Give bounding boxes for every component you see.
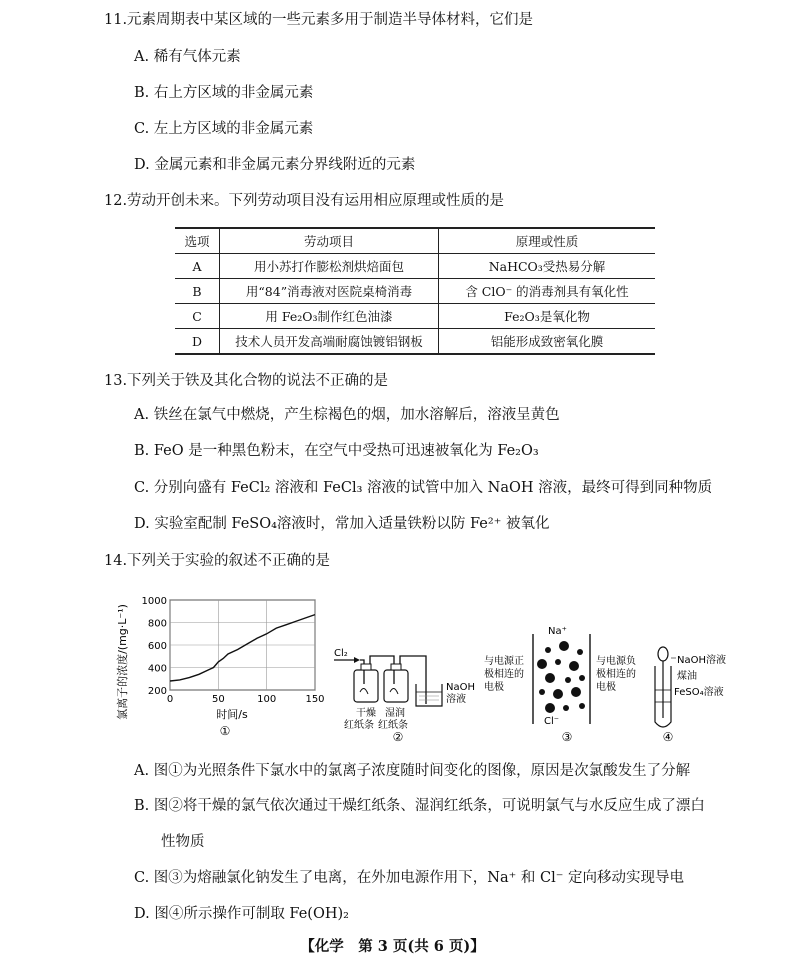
- q14-option-c: C. 图③为熔融氯化钠发生了电离，在外加电源作用下，Na⁺ 和 Cl⁻ 定向移动实现导电: [134, 870, 684, 886]
- chart-x-tick-label: 50: [211, 694, 225, 705]
- anode-label-2: 极相连的: [484, 669, 524, 680]
- q12-table: [175, 227, 655, 355]
- table-header: 劳动项目: [220, 228, 439, 254]
- table-cell: 用 Fe₂O₃制作红色油漆: [220, 304, 439, 329]
- anode-label-1: 与电源正: [484, 656, 524, 667]
- table-header-row: [175, 228, 655, 254]
- table-cell: D: [175, 329, 220, 355]
- kerosene-label: 煤油: [677, 671, 697, 682]
- table-row: [175, 279, 655, 304]
- chart-x-tick-label: 150: [305, 694, 325, 705]
- wet-paper-label: 红纸条: [378, 720, 408, 731]
- naoh-beaker: [416, 684, 442, 706]
- chart-x-tick-label: 0: [166, 694, 174, 705]
- table-cell: 含 ClO⁻ 的消毒剂具有氧化性: [439, 279, 656, 304]
- naoh-solution-label: 溶液: [446, 694, 466, 705]
- wet-bottle: [384, 670, 408, 702]
- table-row: [175, 304, 655, 329]
- q14-option-b: B. 图②将干燥的氯气依次通过干燥红纸条、湿润红纸条，可说明氯气与水反应生成了漂白: [134, 798, 705, 814]
- q13-option-c: C. 分别向盛有 FeCl₂ 溶液和 FeCl₃ 溶液的试管中加入 NaOH 溶液，最终可得到同种物质: [134, 480, 713, 496]
- dry-bottle: [354, 670, 378, 702]
- q13-stem: 13.下列关于铁及其化合物的说法不正确的是: [104, 373, 389, 389]
- table-header: 原理或性质: [439, 228, 656, 254]
- q13-option-d: D. 实验室配制 FeSO₄溶液时，常加入适量铁粉以防 Fe²⁺ 被氧化: [134, 516, 550, 532]
- table-cell: C: [175, 304, 220, 329]
- q11-stem: 11.元素周期表中某区域的一些元素多用于制造半导体材料，它们是: [104, 12, 534, 28]
- naoh-label: NaOH: [446, 682, 475, 693]
- figure-2-apparatus: [330, 640, 480, 742]
- table-cell: Fe₂O₃是氧化物: [439, 304, 656, 329]
- figure-3-ions: [482, 620, 652, 742]
- q13-option-b: B. FeO 是一种黑色粉末，在空气中受热可迅速被氧化为 Fe₂O₃: [134, 443, 539, 459]
- dry-paper-label: 红纸条: [344, 720, 374, 731]
- dry-label: 干燥: [356, 708, 376, 719]
- q14-option-d: D. 图④所示操作可制取 Fe(OH)₂: [134, 906, 349, 922]
- chart-y-label: 氯离子的浓度/(mg·L⁻¹): [116, 604, 129, 720]
- table-cell: NaHCO₃受热易分解: [439, 254, 656, 279]
- table-cell: 用小苏打作膨松剂烘焙面包: [220, 254, 439, 279]
- chart-x-label: 时间/s: [216, 708, 248, 721]
- q11-option-d: D. 金属元素和非金属元素分界线附近的元素: [134, 157, 416, 173]
- chart-x-tick-label: 100: [257, 694, 277, 705]
- chart-y-tick-label: 600: [147, 641, 167, 652]
- chart-y-tick-label: 800: [147, 618, 167, 630]
- table-cell: 用“84”消毒液对医院桌椅消毒: [220, 279, 439, 304]
- arrow-icon: [354, 657, 360, 663]
- figure-2-number: ②: [392, 730, 404, 742]
- figure-4-number: ④: [662, 730, 674, 742]
- chart-y-tick-label: 1000: [141, 596, 167, 607]
- naoh-solution-label: NaOH溶液: [677, 655, 726, 666]
- q14-option-a: A. 图①为光照条件下氯水中的氯离子浓度随时间变化的图像，原因是次氯酸发生了分解: [134, 763, 691, 779]
- ion-dots: [537, 641, 585, 713]
- q11-option-a: A. 稀有气体元素: [134, 49, 241, 65]
- figure-4-test-tube: [650, 646, 740, 742]
- q12-stem: 12.劳动开创未来。下列劳动项目没有运用相应原理或性质的是: [104, 193, 505, 209]
- anode-label-3: 电极: [484, 682, 504, 693]
- table-cell: B: [175, 279, 220, 304]
- chart-y-tick-label: 400: [147, 663, 167, 675]
- dropper-bulb: [658, 647, 668, 661]
- q11-option-b: B. 右上方区域的非金属元素: [134, 85, 314, 101]
- cathode-label-2: 极相连的: [596, 669, 636, 680]
- chart-y-tick-label: 200: [147, 686, 167, 697]
- wet-label: 湿润: [385, 708, 405, 719]
- cathode-label-1: 与电源负: [596, 656, 636, 667]
- cl2-label: Cl₂: [334, 648, 348, 659]
- na-ion-label: Na⁺: [548, 626, 567, 637]
- q14-stem: 14.下列关于实验的叙述不正确的是: [104, 553, 331, 569]
- q11-option-c: C. 左上方区域的非金属元素: [134, 121, 314, 137]
- chart-y-ticks: [142, 596, 167, 697]
- figure-1-chart: [110, 592, 325, 742]
- cl-ion-label: Cl⁻: [544, 716, 560, 727]
- table-cell: 铝能形成致密氧化膜: [439, 329, 656, 355]
- page-footer: 【化学 第 3 页(共 6 页)】: [300, 938, 485, 955]
- chart-x-ticks: [167, 694, 325, 705]
- table-row: [175, 329, 655, 355]
- figure-3-number: ③: [561, 730, 573, 742]
- table-cell: A: [175, 254, 220, 279]
- figure-1-number: ①: [219, 724, 231, 738]
- feso4-label: FeSO₄溶液: [674, 687, 724, 698]
- chart-series-line: [170, 615, 315, 681]
- table-row: [175, 254, 655, 279]
- q14-option-b-cont: 性物质: [161, 834, 205, 850]
- table-cell: 技术人员开发高端耐腐蚀镀铝钢板: [220, 329, 439, 355]
- q13-option-a: A. 铁丝在氯气中燃烧，产生棕褐色的烟，加水溶解后，溶液呈黄色: [134, 407, 560, 423]
- cathode-label-3: 电极: [596, 682, 616, 693]
- table-header: 选项: [175, 228, 220, 254]
